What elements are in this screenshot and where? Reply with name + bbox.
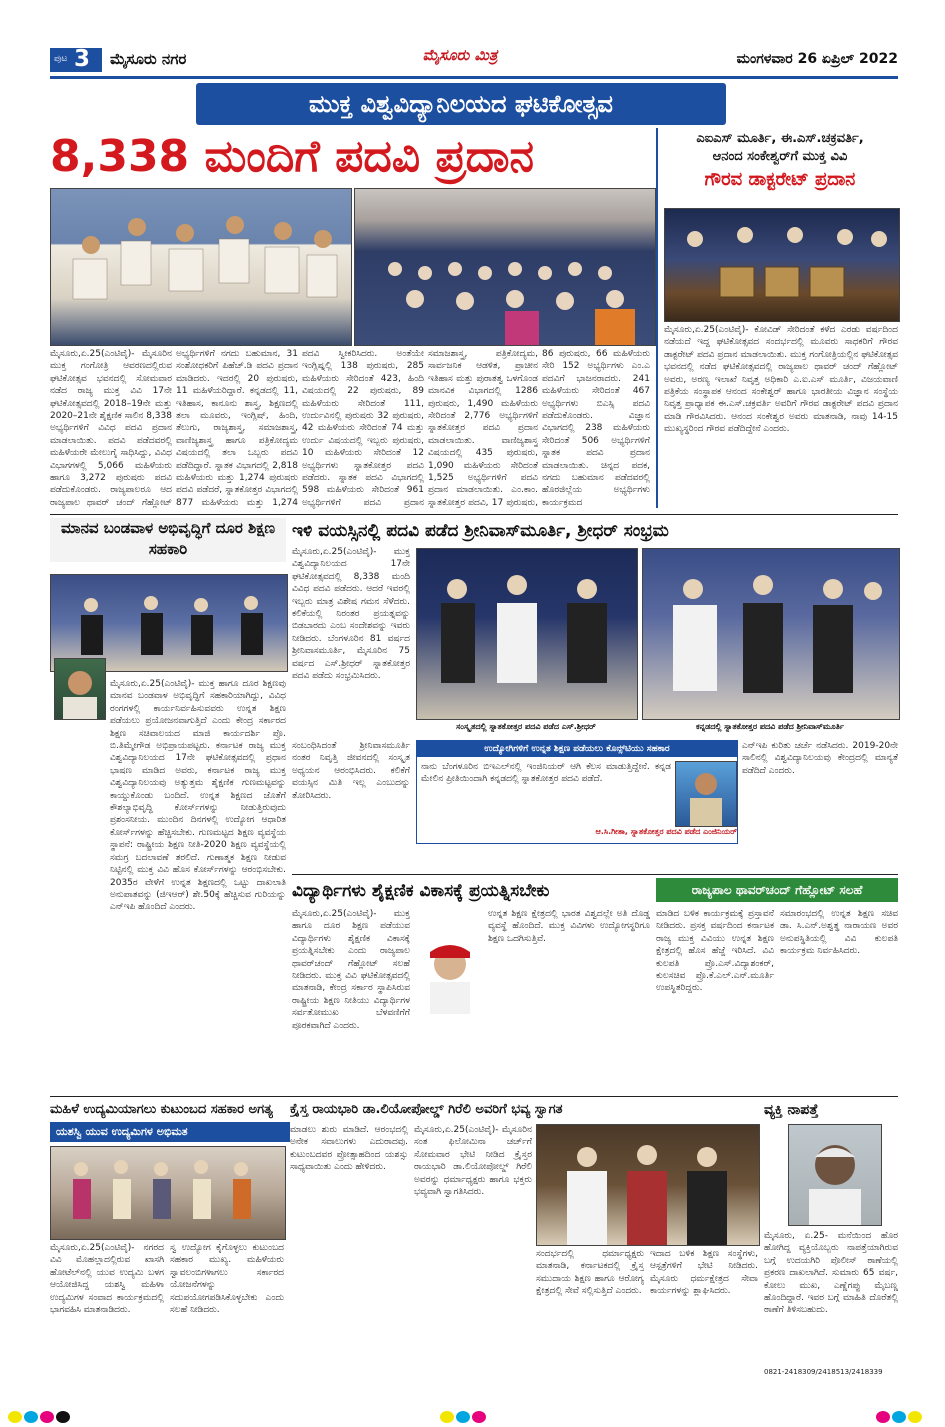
- students-body2: ಉನ್ನತ ಶಿಕ್ಷಣ ಕ್ಷೇತ್ರದಲ್ಲಿ ಭಾರತ ವಿಶ್ವದಲ್ಲೇ ಅತಿ ದೊಡ್ಡ ವ್ಯವಸ್ಥೆ ಹೊಂದಿದೆ. ಮುಕ್ತ ವಿವಿಗಳು ಉದ್ಯೋಗಸ್ಥರಿಗೂ ಶಿಕ್ಷಣ ಒದಗಿಸುತ್ತಿವೆ.: [488, 909, 650, 944]
- audience-illustration: [355, 189, 655, 345]
- graduate-woman-icon: [676, 762, 736, 826]
- governor-body: ಮಾಡಿದ ಬಳಿಕ ಕಾರ್ಯಕ್ರಮಕ್ಕೆ ಪ್ರಸ್ತಾವನೆ ನೀಡಿದರು. ಪ್ರಸಕ್ತ ವರ್ಷದಿಂದ ಕರ್ನಾಟಕ ರಾಜ್ಯ ಮುಕ್ತ ವಿವಿಯು ಉನ್ನತ ಶಿಕ್ಷಣ ಕ್ಷೇತ್ರದಲ್ಲಿ ಹೊಸ ಹೆಜ್ಜೆ ಇರಿಸಿದೆ. ವಿವಿ ಕುಲಪತಿ ಪ್ರೊ.ಎಸ್.ವಿದ್ಯಾಶಂಕರ್, ಕುಲಸಚಿವ ಪ್ರೊ.ಕೆ.ಎಲ್.ಎನ್.ಮೂರ್ತಿ ಉಪಸ್ಥಿತರಿದ್ದರು.: [656, 909, 774, 994]
- registration-marks-right: [876, 1408, 942, 1420]
- srinivas-caption: ಕನ್ನಡದಲ್ಲಿ ಸ್ನಾತಕೋತ್ತರ ಪದವಿ ಪಡೆದ ಶ್ರೀನಿವಾಸ್‌ಮೂರ್ತಿ: [695, 722, 844, 731]
- honorary-box: [656, 128, 898, 508]
- distance-illustration: [51, 575, 287, 671]
- divider-1: [50, 514, 898, 515]
- women-body3: ಮಾಡಲು ಶುರು ಮಾಡಿದೆ. ಆರಂಭದಲ್ಲಿ ಅನೇಕ ಸವಾಲುಗಳು ಎದುರಾದವು. ಕುಟುಂಬದವರ ಪ್ರೋತ್ಸಾಹದಿಂದ ಯಶಸ್ಸು ಸಾಧ್ಯವಾಯಿತು ಎಂದು ಹೇಳಿದರು.: [290, 1125, 408, 1173]
- paper-name: ಮೈಸೂರು ಮಿತ್ರ: [422, 46, 498, 64]
- distance-headline: ಮಾನವ ಬಂಡವಾಳ ಅಭಿವೃದ್ಧಿಗೆ ದೂರ ಶಿಕ್ಷಣ ಸಹಕಾರಿ: [50, 518, 286, 562]
- bishop-body: ಮೈಸೂರು,ಏ.25(ಎಂಟಿವೈ)- ಮೈಸೂರಿನ ಸಂತ ಫಿಲೋಮಿನಾ ಚರ್ಚ್‌ಗೆ ಸೋಮವಾರ ಭೇಟಿ ನೀಡಿದ ಕ್ರೈಸ್ತರ ರಾಯಭಾರಿ ಡಾ.ಲಿಯೋಪೋಲ್ಡ್ ಗಿರೆಲಿ ಅವರನ್ನು ಧರ್ಮಾಧ್ಯಕ್ಷರು ಹಾಗೂ ಭಕ್ತರು ಭವ್ಯವಾಗಿ ಸ್ವಾಗತಿಸಿದರು.: [414, 1125, 532, 1198]
- employee-box-body: ನಾನು ಬೆಂಗಳೂರಿನ ಬಿಇಎಲ್‌ನಲ್ಲಿ ಇಂಜಿನಿಯರ್ ಆಗಿ ಕೆಲಸ ಮಾಡುತ್ತಿದ್ದೇನೆ. ಕನ್ನಡ ಮೇಲಿನ ಪ್ರೀತಿಯಿಂದಾಗಿ ಕನ್ನಡದಲ್ಲಿ ಸ್ನಾತಕೋತ್ತರ ಪದವಿ ಪಡೆದೆ.: [421, 762, 671, 785]
- students-headline: ವಿದ್ಯಾರ್ಥಿಗಳು ಶೈಕ್ಷಣಿಕ ವಿಕಾಸಕ್ಕೆ ಪ್ರಯತ್ನಿಸಬೇಕು: [292, 881, 550, 901]
- missing-phone: 0821-2418309/2418513/2418339: [764, 1368, 883, 1376]
- person-face-icon: [789, 1125, 881, 1225]
- divider-2: [292, 874, 898, 875]
- page-number: 3: [74, 46, 91, 72]
- section-name: ಮೈಸೂರು ನಗರ: [110, 50, 187, 68]
- speaker-face-icon: [55, 659, 105, 719]
- sridhar-photo: [416, 548, 638, 720]
- divider-3: [50, 1096, 898, 1097]
- page-label: ಪುಟ: [54, 54, 68, 64]
- governor-headline: ರಾಜ್ಯಪಾಲ ಥಾವರ್‌ಚಂದ್ ಗೆಹ್ಲೋಟ್ ಸಲಹೆ: [656, 878, 898, 902]
- geetha-photo: [675, 761, 737, 827]
- graduates-illustration: [51, 189, 351, 345]
- srinivas-photo: [642, 548, 900, 720]
- elderly-headline: ಇಳಿ ವಯಸ್ಸಿನಲ್ಲಿ ಪದವಿ ಪಡೆದ ಶ್ರೀನಿವಾಸ್‌ಮೂರ್ತಿ, ಶ್ರೀಧರ್ ಸಂಭ್ರಮ: [292, 521, 669, 541]
- honorary-line1: ಎಐಎಸ್ ಮೂರ್ತಿ, ಈ.ಎಸ್.ಚಕ್ರವರ್ತಿ,: [696, 131, 864, 146]
- lead-body-col5: 86 ಪುರುಷರು, 66 ಮಹಿಳೆಯರು ಸೇರಿ 152 ಅಭ್ಯರ್ಥಿಗಳು ಎಂ.ಎ ಪದವಿಗೆ ಭಾಜನರಾದರು. 241 ಮಹಿಳೆಯರು ಸೇರಿದಂತೆ 467 ಅಭ್ಯರ್ಥಿಗಳು ಬಿಎಸ್ಸಿ ಪದವಿ ಪಡೆದುಕೊಂಡರು. ವಿಜ್ಞಾನ ವಿಭಾಗದಲ್ಲಿ 238 ಮಹಿಳೆಯರು ಸೇರಿದಂತೆ 506 ಅಭ್ಯರ್ಥಿಗಳಿಗೆ ಸ್ನಾತಕ ಪದವಿ ಪ್ರದಾನ ಮಾಡಲಾಯಿತು. ಚಿನ್ನದ ಪದಕ, ನಗದು ಬಹುಮಾನ ಪಡೆದವರಲ್ಲಿ ಹೊರಜಿಲ್ಲೆಯ ಅಭ್ಯರ್ಥಿಗಳು ಕಾರ್ಯಕ್ರಮದ: [542, 349, 650, 508]
- lead-kicker: ಮುಕ್ತ ವಿಶ್ವವಿದ್ಯಾನಿಲಯದ ಘಟಿಕೋತ್ಸವ: [196, 83, 726, 125]
- issue-date: ಮಂಗಳವಾರ 26 ಏಪ್ರಿಲ್ 2022: [736, 51, 898, 67]
- bishop-headline: ಕ್ರೈಸ್ತ ರಾಯಭಾರಿ ಡಾ.ಲಿಯೋಪೋಲ್ಡ್ ಗಿರೆಲಿ ಅವರಿಗೆ ಭವ್ಯ ಸ್ವಾಗತ: [290, 1102, 563, 1117]
- lead-headline: 8,338 ಮಂದಿಗೆ ಪದವಿ ಪ್ರದಾನ: [50, 131, 535, 182]
- srinivas-illustration: [643, 549, 899, 719]
- lead-body-col2: ಅಭ್ಯರ್ಥಿಗಳಿಗೆ ನಗದು ಬಹುಮಾನ, 31 ಸಂಶೋಧಕರಿಗೆ ಪಿಹೆಚ್.ಡಿ ಪದವಿ ಪ್ರದಾನ ಮಾಡಿದರು. ಇದರಲ್ಲಿ 20 ಪುರುಷರು, 11 ಮಹಿಳೆಯರಿದ್ದಾರೆ. ಕನ್ನಡದಲ್ಲಿ 11, ಇತಿಹಾಸ, ಕಾನೂನು ಶಾಸ್ತ್ರ, ಶಿಕ್ಷಣದಲ್ಲಿ ತಲಾ ಮೂವರು, ಇಂಗ್ಲಿಷ್, ಹಿಂದಿ, ತೆಲುಗು, ರಾಜ್ಯಶಾಸ್ತ್ರ, ಸಮಾಜಶಾಸ್ತ್ರ, ವಾಣಿಜ್ಯಶಾಸ್ತ್ರ ಹಾಗೂ ಪತ್ರಿಕೋದ್ಯಮ ವಿಷಯದಲ್ಲಿ ತಲಾ ಒಬ್ಬರು ಪದವಿ ಪಡೆದಿದ್ದಾರೆ. ಸ್ನಾತಕ ವಿಭಾಗದಲ್ಲಿ 2,818 ಮಹಿಳೆಯರು ಮತ್ತು 1,274 ಪುರುಷರು ಪದವಿ ಪಡೆದರೆ, ಸ್ನಾತಕೋತ್ತರ ವಿಭಾಗದಲ್ಲಿ 877 ಮಹಿಳೆಯರು ಮತ್ತು 1,274: [176, 349, 298, 508]
- missing-body: ಮೈಸೂರು, ಏ.25- ಮನೆಯಿಂದ ಹೊರ ಹೋಗಿದ್ದ ವ್ಯಕ್ತಿಯೊಬ್ಬರು ನಾಪತ್ತೆಯಾಗಿರುವ ಬಗ್ಗೆ ಉದಯಗಿರಿ ಪೊಲೀಸ್ ಠಾಣೆಯಲ್ಲಿ ಪ್ರಕರಣ ದಾಖಲಾಗಿದೆ. ಸುಮಾರು 65 ವರ್ಷ, ಕೋಲು ಮುಖ, ಎಣ್ಣೆಗಪ್ಪು ಮೈಬಣ್ಣ ಹೊಂದಿದ್ದಾರೆ. ಇವರ ಬಗ್ಗೆ ಮಾಹಿತಿ ದೊರೆತಲ್ಲಿ ಠಾಣೆಗೆ ತಿಳಿಸಬಹುದು.: [764, 1231, 898, 1316]
- governor-story: [656, 878, 898, 1092]
- lead-body-col1: ಮೈಸೂರು,ಏ.25(ಎಂಟಿವೈ)- ಮೈಸೂರಿನ ಮುಕ್ತ ಗಂಗೋತ್ರಿ ಆವರಣದಲ್ಲಿರುವ ಘಟಿಕೋತ್ಸವ ಭವನದಲ್ಲಿ ಸೋಮವಾರ ನಡೆದ ರಾಜ್ಯ ಮುಕ್ತ ವಿವಿ 17ನೇ ಘಟಿಕೋತ್ಸವದಲ್ಲಿ 2018–19ನೇ ಮತ್ತು 2020–21ನೇ ಶೈಕ್ಷಣಿಕ ಸಾಲಿನ 8,338 ಅಭ್ಯರ್ಥಿಗಳಿಗೆ ವಿವಿಧ ಪದವಿ ಪ್ರದಾನ ಮಾಡಲಾಯಿತು. ಪದವಿ ಪಡೆದವರಲ್ಲಿ ಮಹಿಳೆಯರೇ ಮೇಲುಗೈ ಸಾಧಿಸಿದ್ದು, ವಿವಿಧ ವಿಭಾಗಗಳಲ್ಲಿ 5,066 ಮಹಿಳೆಯರು ಹಾಗೂ 3,272 ಪುರುಷರು ಪದವಿ ಪಡೆದುಕೊಂಡರು. ರಾಜ್ಯಪಾಲರೂ ಆದ ರಾಜ್ಯಪಾಲ ಥಾವರ್ ಚಂದ್ ಗೆಹ್ಲೋಟ್: [50, 349, 172, 508]
- speaker-portrait: [54, 658, 106, 720]
- bishop-illustration: [537, 1125, 759, 1245]
- bishop-body2: ಸಂದರ್ಭದಲ್ಲಿ ಧರ್ಮಾಧ್ಯಕ್ಷರು ಮಾತನಾಡಿ, ಕರ್ನಾಟಕದಲ್ಲಿ ಕ್ರೈಸ್ತ ಸಮುದಾಯ ಶಿಕ್ಷಣ ಹಾಗೂ ಆರೋಗ್ಯ ಕ್ಷೇತ್ರದಲ್ಲಿ ಸೇವೆ ಸಲ್ಲಿಸುತ್ತಿದೆ ಎಂದರು.: [536, 1249, 644, 1297]
- women-story: [50, 1100, 284, 1390]
- women-headline: ಮಹಿಳೆ ಉದ್ಯಮಿಯಾಗಲು ಕುಟುಂಬದ ಸಹಕಾರ ಅಗತ್ಯ: [50, 1102, 273, 1117]
- employee-box-title: ಉದ್ಯೋಗಿಗಳಿಗೆ ಉನ್ನತ ಶಿಕ್ಷಣ ಪಡೆಯಲು ಕೊನ್ಸ್‌ಟಿಯು ಸಹಕಾರ: [417, 741, 737, 757]
- students-body: ಮೈಸೂರು,ಏ.25(ಎಂಟಿವೈ)- ಮುಕ್ತ ಹಾಗೂ ದೂರ ಶಿಕ್ಷಣ ಪಡೆಯುವ ವಿದ್ಯಾರ್ಥಿಗಳು ಶೈಕ್ಷಣಿಕ ವಿಕಾಸಕ್ಕೆ ಪ್ರಯತ್ನಿಸಬೇಕು ಎಂದು ರಾಜ್ಯಪಾಲ ಥಾವರ್‌ಚಂದ್ ಗೆಹ್ಲೋಟ್ ಸಲಹೆ ನೀಡಿದರು. ಮುಕ್ತ ವಿವಿ ಘಟಿಕೋತ್ಸವದಲ್ಲಿ ಮಾತನಾಡಿ, ಕೇಂದ್ರ ಸರ್ಕಾರ ಸ್ಥಾಪಿಸಿರುವ ರಾಷ್ಟ್ರೀಯ ಶಿಕ್ಷಣ ನೀತಿಯು ವಿದ್ಯಾರ್ಥಿಗಳ ಸರ್ವತೋಮುಖ ಬೆಳವಣಿಗೆಗೆ ಪೂರಕವಾಗಿದೆ ಎಂದರು.: [292, 909, 410, 1031]
- registration-marks-left: [8, 1408, 108, 1420]
- employee-box-credit: ಆ.ಸಿ.ಗೀತಾ, ಸ್ನಾತಕೋತ್ತರ ಪದವಿ ಪಡೆದ ಎಂಜಿನಿಯರ್: [595, 827, 737, 836]
- sridhar-illustration: [417, 549, 637, 719]
- elderly-body2: ಸಂಬಂಧಿಸಿದಂತೆ ಶ್ರೀನಿವಾಸಮೂರ್ತಿ ನಂತರ ನಿವೃತ್ತಿ ಜೀವನದಲ್ಲಿ ಸಂಸ್ಕೃತ ಅಧ್ಯಯನ ಆರಂಭಿಸಿದರು. ಕಲಿಕೆಗೆ ವಯಸ್ಸಿನ ಮಿತಿ ಇಲ್ಲ ಎಂಬುದನ್ನು ತೋರಿಸಿದರು.: [292, 741, 410, 801]
- women-kicker: ಯಶಸ್ವಿ ಯುವ ಉದ್ಯಮಿಗಳ ಅಭಿಮತ: [50, 1122, 290, 1142]
- entrepreneurs-photo: [50, 1146, 286, 1240]
- missing-headline: ವ್ಯಕ್ತಿ ನಾಪತ್ತೆ: [764, 1102, 819, 1118]
- elderly-story: [292, 518, 898, 774]
- women-body: ಮೈಸೂರು,ಏ.25(ಎಂಟಿವೈ)- ನಗರದ ವಿವಿ ಮೊಹಲ್ಲಾದಲ್ಲಿರುವ ಖಾಸಗಿ ಹೋಟೆಲ್‌ನಲ್ಲಿ ಯುವ ಉದ್ಯಮಿ ಬಳಗ ಆಯೋಜಿಸಿದ್ದ ಯಶಸ್ವಿ ಮಹಿಳಾ ಉದ್ಯಮಿಗಳ ಸಂವಾದ ಕಾರ್ಯಕ್ರಮದಲ್ಲಿ ಭಾಗವಹಿಸಿ ಮಾತನಾಡಿದರು.: [50, 1243, 164, 1316]
- entrepreneurs-illustration: [51, 1147, 285, 1239]
- masthead: [50, 46, 898, 74]
- audience-photo: [354, 188, 656, 346]
- honorary-body: ಮೈಸೂರು,ಏ.25(ಎಂಟಿವೈ)- ಕೋವಿಡ್ ಸೇರಿದಂತೆ ಕಳೆದ ಎರಡು ವರ್ಷದಿಂದ ನಡೆಯದೆ ಇದ್ದ ಘಟಿಕೋತ್ಸವದ ಸಂದರ್ಭದಲ್ಲಿ ಮೂವರು ಸಾಧಕರಿಗೆ ಗೌರವ ಡಾಕ್ಟರೇಟ್ ಪದವಿ ಪ್ರದಾನ ಮಾಡಲಾಯಿತು. ಮುಕ್ತ ಗಂಗೋತ್ರಿಯಲ್ಲಿನ ಘಟಿಕೋತ್ಸವ ಭವನದಲ್ಲಿ ನಡೆದ ಘಟಿಕೋತ್ಸವದಲ್ಲಿ ರಾಜ್ಯಪಾಲ ಥಾವರ್ ಚಂದ್ ಗೆಹ್ಲೋಟ್ ಅವರು, ಅರಣ್ಯ ಇಲಾಖೆ ನಿವೃತ್ತ ಅಧಿಕಾರಿ ಎ.ಐ.ಎಸ್ ಮೂರ್ತಿ, ವಿಜಯವಾಣಿ ಪತ್ರಿಕೆಯ ಸಂಸ್ಥಾಪಕ ಆನಂದ ಸಂಕೇಶ್ವರ್ ಹಾಗೂ ಭಾರತೀಯ ವಿಜ್ಞಾನ ಸಂಸ್ಥೆಯ ನಿವೃತ್ತ ಪ್ರಾಧ್ಯಾಪಕ ಈ.ಎಸ್.ಚಕ್ರವರ್ತಿ ಅವರಿಗೆ ಗೌರವ ಡಾಕ್ಟರೇಟ್ ಪದವಿ ಪ್ರದಾನ ಮಾಡಿ ಗೌರವಿಸಿದರು. ಆನಂದ ಸಂಕೇಶ್ವರ ಅವರು ಮಾತನಾಡಿ, ನಾವು 14-15 ಮುಖ್ಯಸ್ಥರಿಂದ ಗೌರವ ಪಡೆದಿದ್ದೇನೆ ಎಂದರು.: [664, 325, 898, 435]
- page-number-badge: [50, 48, 102, 72]
- governor-body2: ಸಮಾರಂಭದಲ್ಲಿ ಉನ್ನತ ಶಿಕ್ಷಣ ಸಚಿವ ಡಾ. ಸಿ.ಎನ್.ಅಶ್ವತ್ಥ ನಾರಾಯಣ ಅವರ ಅನುಪಸ್ಥಿತಿಯಲ್ಲಿ ವಿವಿ ಕುಲಪತಿ ಕಾರ್ಯಕ್ರಮ ನಿರ್ವಹಿಸಿದರು.: [780, 909, 898, 957]
- lead-body-col3: ಪದವಿ ಸ್ವೀಕರಿಸಿದರು. ಅಂತೆಯೇ ಇಂಗ್ಲಿಷ್ನಲ್ಲಿ 138 ಪುರುಷರು, 285 ಮಹಿಳೆಯರು ಸೇರಿದಂತೆ 423, ಹಿಂದಿ ವಿಷಯದಲ್ಲಿ 22 ಪುರುಷರು, 89 ಮಹಿಳೆಯರು ಸೇರಿದಂತೆ 111, ಉರ್ದುವಿನಲ್ಲಿ ಪುರುಷರು 32 ಪುರುಷರು, 42 ಮಹಿಳೆಯರು ಸೇರಿದಂತೆ 74 ಮತ್ತು ಉರ್ದು ವಿಷಯದಲ್ಲಿ ಇಬ್ಬರು ಪುರುಷರು, 10 ಮಹಿಳೆಯರು ಸೇರಿದಂತೆ 12 ಅಭ್ಯರ್ಥಿಗಳು ಸ್ನಾತಕೋತ್ತರ ಪದವಿ ಪಡೆದರು. ಸ್ನಾತಕ ಪದವಿ ವಿಭಾಗದಲ್ಲಿ 598 ಮಹಿಳೆಯರು ಸೇರಿದಂತೆ 961 ಅಭ್ಯರ್ಥಿಗಳಿಗೆ ಪದವಿ ಪ್ರದಾನ: [302, 349, 424, 508]
- governor-portrait: [416, 934, 484, 1014]
- women-body2: ಸ್ವ ಉದ್ಯೋಗ ಕೈಗೊಳ್ಳಲು ಕುಟುಂಬದ ಸಹಕಾರ ಮುಖ್ಯ. ಮಹಿಳೆಯರು ಸ್ವಾವಲಂಬಿಗಳಾಗಲು ಸರ್ಕಾರದ ಯೋಜನೆಗಳನ್ನು ಸದುಪಯೋಗಪಡಿಸಿಕೊಳ್ಳಬೇಕು ಎಂದು ಸಲಹೆ ನೀಡಿದರು.: [170, 1243, 284, 1316]
- missing-person-photo: [788, 1124, 882, 1226]
- students-story: [292, 878, 650, 1092]
- lead-body-col4: ಸಮಾಜಶಾಸ್ತ್ರ, ಪತ್ರಿಕೋದ್ಯಮ, ಸಾರ್ವಜನಿಕ ಆಡಳಿತ, ಪ್ರಾಚೀನ ಇತಿಹಾಸ ಮತ್ತು ಪುರಾತತ್ವ ಒಳಗೊಂಡ ಮಾನವಿಕ ವಿಭಾಗದಲ್ಲಿ 1286 ಪುರುಷರು, 1,490 ಮಹಿಳೆಯರು ಸೇರಿದಂತೆ 2,776 ಅಭ್ಯರ್ಥಿಗಳಿಗೆ ಸ್ನಾತಕೋತ್ತರ ಪದವಿ ಪ್ರದಾನ ಮಾಡಲಾಯಿತು. ವಾಣಿಜ್ಯಶಾಸ್ತ್ರ ವಿಷಯದಲ್ಲಿ 435 ಪುರುಷರು, 1,090 ಮಹಿಳೆಯರು ಸೇರಿದಂತೆ 1,525 ಅಭ್ಯರ್ಥಿಗಳಿಗೆ ಪದವಿ ಪ್ರದಾನ ಮಾಡಲಾಯಿತು. ಎಂ.ಕಾಂ. ಸ್ನಾತಕೋತ್ತರ ಪದವಿ, 17 ಪುರುಷರು,: [428, 349, 538, 508]
- honorary-illustration: [665, 209, 899, 321]
- elderly-body: ಮೈಸೂರು,ಏ.25(ಎಂಟಿವೈ)- ಮುಕ್ತ ವಿಶ್ವವಿದ್ಯಾನಿಲಯದ 17ನೇ ಘಟಿಕೋತ್ಸವದಲ್ಲಿ 8,338 ಮಂದಿ ವಿವಿಧ ಪದವಿ ಪಡೆದರು. ಆದರೆ ಇವರಲ್ಲಿ ಇಬ್ಬರು ಮಾತ್ರ ವಿಶೇಷ ಗಮನ ಸೆಳೆದರು. ಕಲಿಕೆಯಲ್ಲಿ ನಿರಂತರ ಪ್ರಯತ್ನವನ್ನು ಬಿಡಬಾರದು ಎಂಬ ಸಂದೇಶವನ್ನು ಇವರು ನೀಡಿದರು. ಬೆಂಗಳೂರಿನ 81 ವರ್ಷದ ಶ್ರೀನಿವಾಸಮೂರ್ತಿ, ಮೈಸೂರಿನ 75 ವರ್ಷದ ಎಸ್.ಶ್ರೀಧರ್ ಸ್ನಾತಕೋತ್ತರ ಪದವಿ ಪಡೆದು ಸಂಭ್ರಮಿಸಿದರು.: [292, 547, 410, 682]
- bishop-photo: [536, 1124, 760, 1246]
- bishop-body3: ಇದಾದ ಬಳಿಕ ಶಿಕ್ಷಣ ಸಂಸ್ಥೆಗಳು, ಆಸ್ಪತ್ರೆಗಳಿಗೆ ಭೇಟಿ ನೀಡಿದರು. ಮೈಸೂರು ಧರ್ಮಕ್ಷೇತ್ರದ ಸೇವಾ ಕಾರ್ಯಗಳನ್ನು ಶ್ಲಾಘಿಸಿದರು.: [650, 1249, 758, 1297]
- graduates-photo: [50, 188, 352, 346]
- elderly-body3: ಎನ್ಇಪಿ ಕುರಿತು ಚರ್ಚೆ ನಡೆಸಿದರು. 2019-20ನೇ ಸಾಲಿನಲ್ಲಿ ವಿಶ್ವವಿದ್ಯಾನಿಲಯವು ಕೇಂದ್ರದಲ್ಲಿ ಮಾನ್ಯತೆ ಪಡೆದಿದೆ ಎಂದರು.: [742, 741, 898, 776]
- honorary-line2: ಆನಂದ ಸಂಕೇಶ್ವರ್‌ಗೆ ಮುಕ್ತ ವಿವಿ: [712, 149, 848, 164]
- employee-box: [416, 740, 738, 844]
- registration-marks-center: [440, 1408, 510, 1420]
- masthead-rule: [50, 76, 898, 79]
- governor-icon: [416, 934, 484, 1014]
- missing-story: [764, 1100, 898, 1390]
- distance-story: [50, 518, 286, 974]
- honorary-headline: ಗೌರವ ಡಾಕ್ಟರೇಟ್ ಪ್ರದಾನ: [704, 169, 856, 190]
- sridhar-caption: ಸಂಸ್ಕೃತದಲ್ಲಿ ಸ್ನಾತಕೋತ್ತರ ಪದವಿ ಪಡೆದ ಎಸ್.ಶ್ರೀಧರ್: [456, 722, 596, 731]
- distance-body: ಮೈಸೂರು,ಏ.25(ಎಂಟಿವೈ)- ಮುಕ್ತ ಹಾಗೂ ದೂರ ಶಿಕ್ಷಣವು ಮಾನವ ಬಂಡವಾಳ ಅಭಿವೃದ್ಧಿಗೆ ಸಹಕಾರಿಯಾಗಿದ್ದು, ವಿವಿಧ ರಂಗಗಳಲ್ಲಿ ಕಾರ್ಯನಿರ್ವಹಿಸುವವರು ಉನ್ನತ ಶಿಕ್ಷಣ ಪಡೆಯಲು ಪ್ರಯೋಜನವಾಗುತ್ತಿದೆ ಎಂದು ಕೇಂದ್ರ ಸರ್ಕಾರದ ಶಿಕ್ಷಣ ಸಚಿವಾಲಯದ ಮಾಜಿ ಕಾರ್ಯದರ್ಶಿ ಪ್ರೊ. ಬಿ.ತಿಮ್ಮೇಗೌಡ ಅಭಿಪ್ರಾಯಪಟ್ಟರು. ಕರ್ನಾಟಕ ರಾಜ್ಯ ಮುಕ್ತ ವಿಶ್ವವಿದ್ಯಾನಿಲಯದ 17ನೇ ಘಟಿಕೋತ್ಸವದಲ್ಲಿ ಪ್ರಧಾನ ಭಾಷಣ ಮಾಡಿದ ಅವರು, ಕರ್ನಾಟಕ ರಾಜ್ಯ ಮುಕ್ತ ವಿಶ್ವವಿದ್ಯಾನಿಲಯವು ಅತ್ಯುತ್ತಮ ಶೈಕ್ಷಣಿಕ ಗುಣಮಟ್ಟವನ್ನು ಕಾಯ್ದುಕೊಂಡು ಬಂದಿದೆ. ಉನ್ನತ ಶಿಕ್ಷಣದ ಜೊತೆಗೆ ಕೌಶಲ್ಯಾಭಿವೃದ್ಧಿ ಕೋರ್ಸ್‌ಗಳನ್ನು ನೀಡುತ್ತಿರುವುದು ಪ್ರಶಂಸನೀಯ. ಮುಂದಿನ ದಿನಗಳಲ್ಲಿ ಉದ್ಯೋಗ ಆಧಾರಿತ ಕೋರ್ಸ್‌ಗಳನ್ನು ಹೆಚ್ಚಿಸಬೇಕು. ಗುಣಮಟ್ಟದ ಶಿಕ್ಷಣ ವ್ಯವಸ್ಥೆಯ ಸ್ಥಾಪನೆ: ರಾಷ್ಟ್ರೀಯ ಶಿಕ್ಷಣ ನೀತಿ-2020 ಶಿಕ್ಷಣ ವ್ಯವಸ್ಥೆಯಲ್ಲಿ ಸಮಗ್ರ ಬದಲಾವಣೆ ತರಲಿದೆ. ಗುಣಾತ್ಮಕ ಶಿಕ್ಷಣ ನೀಡುವ ನಿಟ್ಟಿನಲ್ಲಿ ಮುಕ್ತ ವಿವಿ ಹೊಸ ಕೋರ್ಸ್‌ಗಳನ್ನು ಆರಂಭಿಸಬೇಕು. 2035ರ ವೇಳೆಗೆ ಉನ್ನತ ಶಿಕ್ಷಣದಲ್ಲಿ ಒಟ್ಟು ದಾಖಲಾತಿ ಅನುಪಾತವನ್ನು (ಜಿಇಆರ್) ಶೇ.50ಕ್ಕೆ ಹೆಚ್ಚಿಸುವ ಗುರಿಯನ್ನು ಎನ್‌ಇಪಿ ಹೊಂದಿದೆ ಎಂದರು.: [110, 679, 286, 913]
- honorary-photo: [664, 208, 900, 322]
